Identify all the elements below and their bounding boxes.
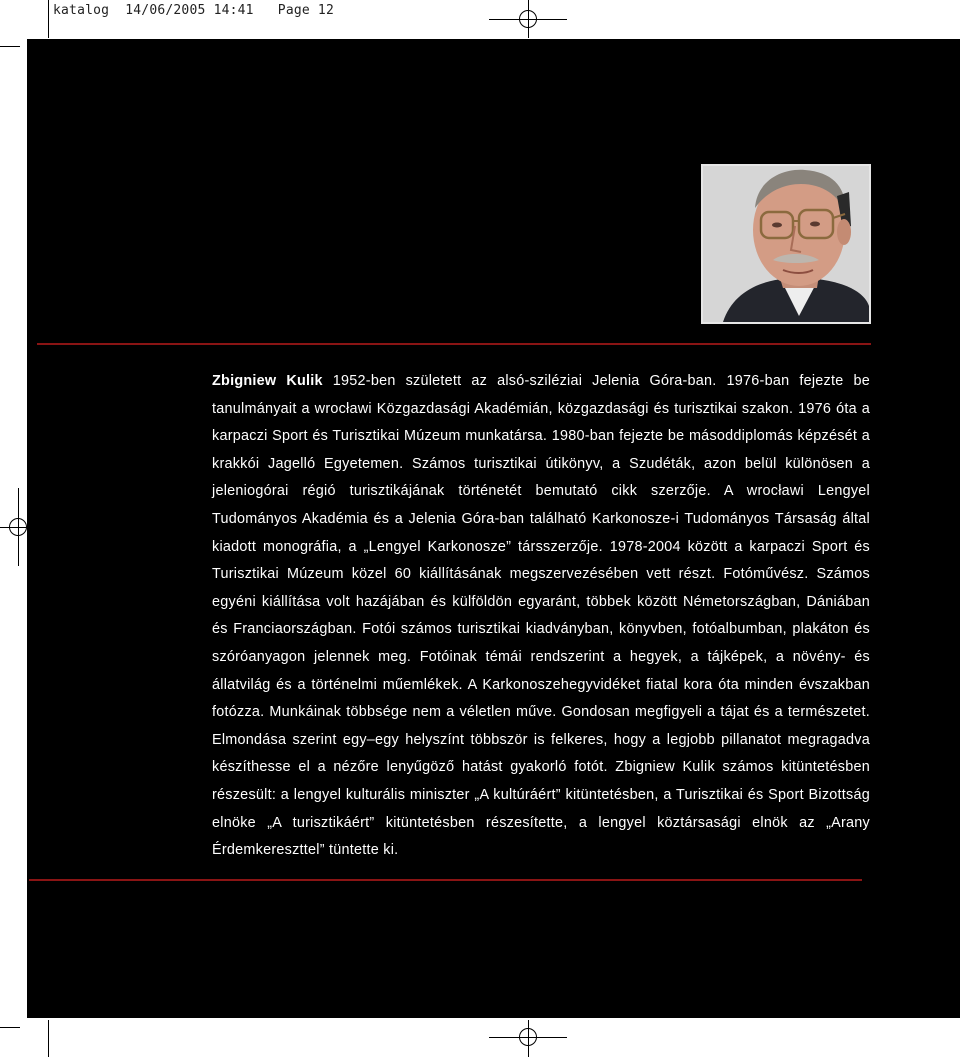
slug-date: 14/06/2005 [125,3,206,18]
slug-page: Page 12 [277,3,334,18]
author-name: Zbigniew Kulik [212,373,323,389]
top-divider-rule [37,343,871,345]
crop-mark-top-left-vertical [48,0,49,38]
portrait-photo [701,164,871,324]
registration-mark-bottom [519,1028,537,1046]
registration-mark-top [519,10,537,28]
bottom-divider-rule [29,879,862,881]
registration-mark-left [9,518,27,536]
crop-mark-bottom-left-vertical [48,1020,49,1057]
slug-time: 14:41 [213,3,254,18]
printer-slug [53,3,334,18]
biography-text: 1952-ben született az alsó-sziléziai Jelenia Góra-ban. 1976-ban fejezte be tanulmányait a wrocławi Közgazdasági Akadémián, közgazdasági és turisztikai szakon. 1976 óta a karpaczi Sport és Turisztikai Múzeum munkatársa. 1980-ban fejezte be másoddiplomás képzését a krakkói Jagelló Egyetemen. Számos turisztikai útikönyv, a Szudéták, azon belül különösen a jeleniogórai régió turisztikájának történetét bemutató cikk szerzője. A wrocławi Lengyel Tudományos Akadémia és a Jelenia Góra-ban található Karkonosze-i Tudományos Társaság által kiadott monográfia, a „Lengyel Karkonosze” társszerzője. 1978-2004 között a karpaczi Sport és Turisztikai Múzeum közel 60 kiállításának megszervezésében vett részt. Fotóművész. Számos egyéni kiállítása volt hazájában és külföldön egyaránt, többek között Németországban, Dániában és Franciaországban. Fotói számos turisztikai kiadványban, könyvben, fotóalbumban, plakáton és szóróanyagon jelennek meg. Fotóinak témái rendszerint a hegyek, a tájképek, a növény- és állatvilág és a történelmi műemlékek. A Karkonoszehegyvidéket fiatal kora óta minden évszakban fotózza. Munkáinak többsége nem a véletlen műve. Gondosan megfigyeli a tájat és a természetet. Elmondása szerint egy–egy helyszínt többször is felkeres, hogy a legjobb pillanatot megragadva készíthesse el a nézőre lenyűgöző hatást gyakorló fotót. Zbigniew Kulik számos kitüntetésben részesült: a lengyel kulturális miniszter „A kultúráért” kitüntetésben, a Turisztikai és Sport Bizottság elnöke „A turisztikáért” kitüntetésben részesítette, a lengyel köztársasági elnök az „Arany Érdemkereszttel” tüntette ki. [212,373,870,859]
biography-paragraph [212,368,870,865]
crop-mark-top-left-horizontal [0,46,20,47]
crop-mark-bottom-left-horizontal [0,1027,20,1028]
slug-doc: katalog [53,3,110,18]
